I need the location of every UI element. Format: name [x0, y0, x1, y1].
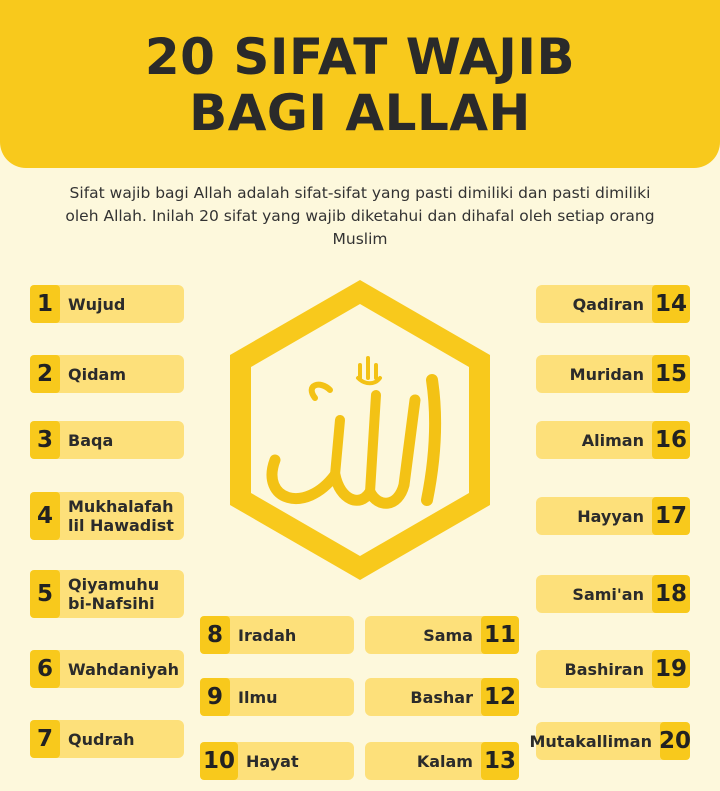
sifat-name: Qiyamuhu bi-Nafsihi [68, 575, 160, 613]
sifat-number: 1 [30, 285, 60, 323]
sifat-item-2 [30, 355, 184, 393]
sifat-item-9 [200, 678, 354, 716]
sifat-item-10 [200, 742, 354, 780]
sifat-number: 2 [30, 355, 60, 393]
sifat-item-11 [365, 616, 519, 654]
sifat-number: 20 [660, 722, 690, 760]
sifat-number: 11 [481, 616, 519, 654]
header-banner [0, 0, 720, 168]
sifat-item-7 [30, 720, 184, 758]
sifat-name: Wahdaniyah [68, 659, 180, 679]
sifat-item-4 [30, 492, 184, 540]
sifat-name: Kalam [416, 751, 473, 771]
sifat-name: Wujud [68, 294, 126, 314]
sifat-number: 19 [652, 650, 690, 688]
sifat-number: 8 [200, 616, 230, 654]
sifat-item-18 [536, 575, 690, 613]
sifat-item-8 [200, 616, 354, 654]
page-title: 20 SIFAT WAJIB [144, 28, 576, 86]
sifat-number: 12 [481, 678, 519, 716]
sifat-name: Bashar [410, 687, 473, 707]
sifat-name: Hayat [246, 751, 299, 771]
page-title-line2: BAGI ALLAH [189, 84, 531, 142]
sifat-name: Iradah [238, 625, 297, 645]
sifat-item-17 [536, 497, 690, 535]
sifat-number: 14 [652, 285, 690, 323]
sifat-number: 7 [30, 720, 60, 758]
sifat-number: 3 [30, 421, 60, 459]
sifat-number: 15 [652, 355, 690, 393]
sifat-number: 6 [30, 650, 60, 688]
sifat-number: 10 [200, 742, 238, 780]
sifat-item-5 [30, 570, 184, 618]
sifat-number: 16 [652, 421, 690, 459]
sifat-item-1 [30, 285, 184, 323]
sifat-number: 18 [652, 575, 690, 613]
sifat-name: Baqa [68, 430, 114, 450]
sifat-item-16 [536, 421, 690, 459]
sifat-number: 17 [652, 497, 690, 535]
sifat-name: Hayyan [577, 506, 644, 526]
sifat-name: Aliman [581, 430, 644, 450]
sifat-item-20 [529, 722, 692, 760]
sifat-name: Sama [423, 625, 473, 645]
sifat-name: Mutakalliman [529, 731, 652, 751]
sifat-item-14 [536, 285, 690, 323]
sifat-item-15 [536, 355, 690, 393]
description-text: Sifat wajib bagi Allah adalah sifat-sifat yang pasti dimiliki dan pasti dimiliki oleh Allah. Inilah 20 sifat yang wajib diketahui dan dihafal oleh setiap orang Muslim [65, 184, 655, 248]
sifat-number: 5 [30, 570, 60, 618]
sifat-name: Sami'an [572, 584, 644, 604]
sifat-name: Qadiran [572, 294, 644, 314]
sifat-name: Qudrah [68, 729, 135, 749]
sifat-name: Qidam [68, 364, 127, 384]
sifat-item-19 [536, 650, 690, 688]
sifat-item-3 [30, 421, 184, 459]
sifat-name: Bashiran [564, 659, 644, 679]
sifat-item-12 [365, 678, 519, 716]
sifat-number: 9 [200, 678, 230, 716]
sifat-name: Muridan [569, 364, 644, 384]
sifat-number: 13 [481, 742, 519, 780]
allah-calligraphy-icon [220, 270, 500, 590]
sifat-name: Ilmu [238, 687, 278, 707]
sifat-name: Mukhalafah lil Hawadist [68, 497, 174, 535]
sifat-number: 4 [30, 492, 60, 540]
sifat-item-13 [365, 742, 519, 780]
sifat-item-6 [30, 650, 184, 688]
